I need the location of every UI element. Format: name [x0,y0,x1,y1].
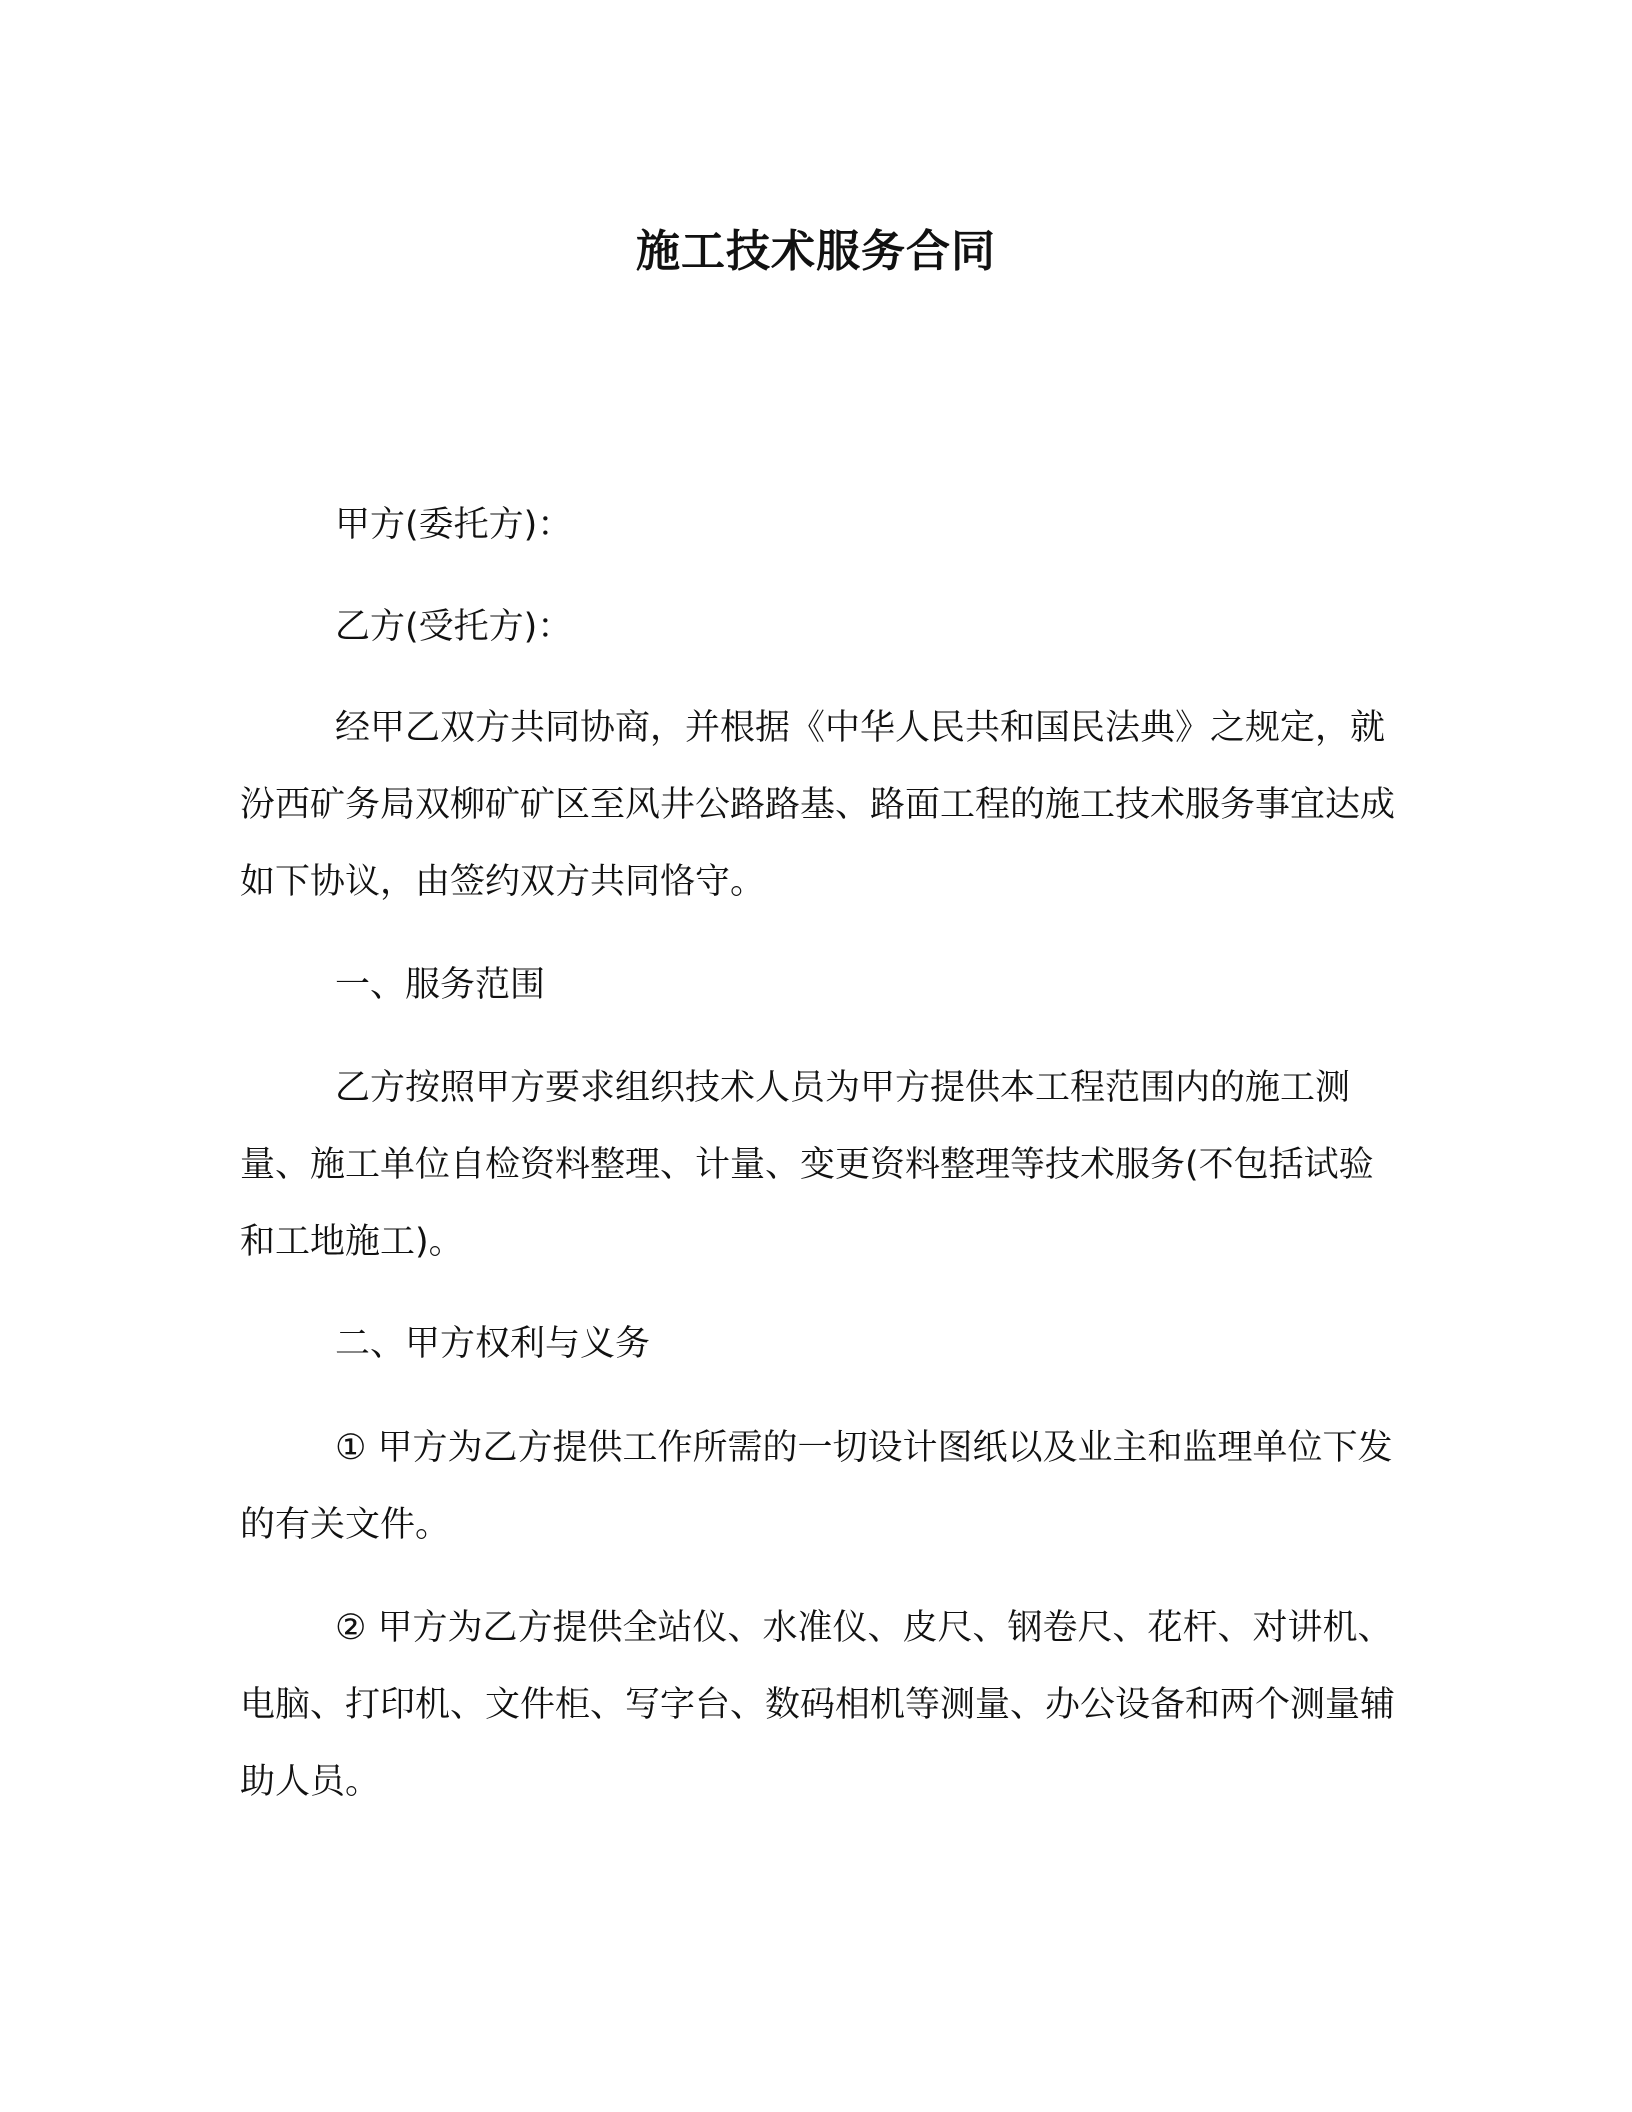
section-2-item-1 [240,1410,1400,1564]
section-2-heading-text: 二、甲方权利与义务 [335,1324,651,1364]
party-a-line [240,487,1400,564]
section-1-heading-text: 一、服务范围 [335,965,546,1005]
section-2-item-2-text: ② 甲方为乙方提供全站仪、水准仪、皮尺、钢卷尺、花杆、对讲机、电脑、打印机、文件柜、写字台、数码相机等测量、办公设备和两个测量辅助人员。 [240,1608,1396,1802]
party-a-text: 甲方(委托方)： [335,505,573,545]
section-1-body-text: 乙方按照甲方要求组织技术人员为甲方提供本工程范围内的施工测量、施工单位自检资料整理、计量、变更资料整理等技术服务(不包括试验和工地施工)。 [240,1068,1374,1262]
section-2-item-2 [240,1590,1400,1821]
preamble-paragraph [240,690,1400,921]
party-b-line [240,589,1400,666]
section-1-heading [240,947,1400,1024]
party-b-text: 乙方(受托方)： [335,607,573,647]
document-title: 施工技术服务合同 [636,226,996,277]
section-2-heading [240,1306,1400,1383]
preamble-text: 经甲乙双方共同协商，并根据《中华人民共和国民法典》之规定，就汾西矿务局双柳矿矿区至风井公路路基、路面工程的施工技术服务事宜达成如下协议，由签约双方共同恪守。 [240,708,1396,902]
section-1-body [240,1050,1400,1281]
section-2-item-1-text: ① 甲方为乙方提供工作所需的一切设计图纸以及业主和监理单位下发的有关文件。 [240,1428,1393,1545]
